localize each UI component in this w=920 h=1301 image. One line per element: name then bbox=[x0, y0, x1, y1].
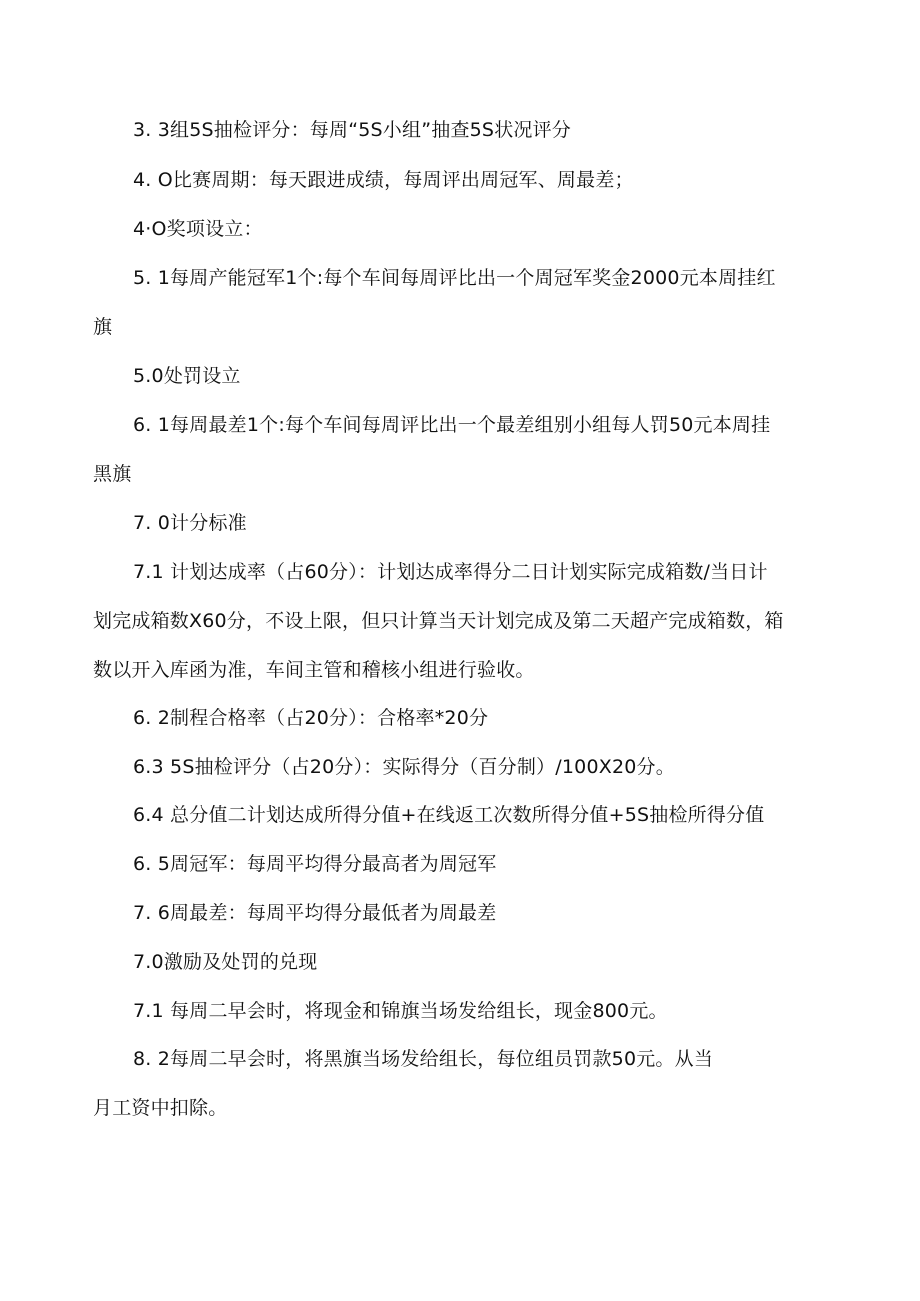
text-line: 4·O奖项设立： bbox=[133, 218, 263, 240]
text-line: 划完成箱数X60分，不设上限，但只计算当天计划完成及第二天超产完成箱数，箱 bbox=[93, 610, 784, 632]
text-line: 8. 2每周二早会时，将黑旗当场发给组长，每位组员罚款50元。从当 bbox=[133, 1048, 714, 1070]
section-heading: 7. 0计分标准 bbox=[133, 512, 247, 534]
text-line: 7. 6周最差：每周平均得分最低者为周最差 bbox=[133, 902, 497, 924]
text-line: 黑旗 bbox=[93, 463, 132, 485]
text-line: 6. 1每周最差1个:每个车间每周评比出一个最差组别小组每人罚50元本周挂 bbox=[133, 414, 771, 436]
text-line: 5. 1每周产能冠军1个:每个车间每周评比出一个周冠军奖金2000元本周挂红 bbox=[133, 267, 776, 289]
text-line: 4. O比赛周期：每天跟进成绩，每周评出周冠军、周最差； bbox=[133, 169, 634, 191]
text-line: 6. 2制程合格率（占20分）：合格率*20分 bbox=[133, 707, 489, 729]
section-heading: 5.0处罚设立 bbox=[133, 365, 241, 387]
text-line: 6.4 总分值二计划达成所得分值+在线返工次数所得分值+5S抽检所得分值 bbox=[133, 804, 765, 826]
section-heading: 7.0激励及处罚的兑现 bbox=[133, 951, 318, 973]
text-line: 3. 3组5S抽检评分：每周“5S小组”抽查5S状况评分 bbox=[133, 119, 571, 141]
text-line: 数以开入库函为准，车间主管和稽核小组进行验收。 bbox=[93, 659, 535, 681]
text-line: 7.1 每周二早会时，将现金和锦旗当场发给组长，现金800元。 bbox=[133, 1000, 668, 1022]
text-line: 旗 bbox=[93, 316, 113, 338]
text-line: 6. 5周冠军：每周平均得分最高者为周冠军 bbox=[133, 853, 497, 875]
text-line: 6.3 5S抽检评分（占20分）：实际得分（百分制）/100X20分。 bbox=[133, 756, 675, 778]
text-line: 月工资中扣除。 bbox=[93, 1097, 228, 1119]
text-line: 7.1 计划达成率（占60分）：计划达成率得分二日计划实际完成箱数/当日计 bbox=[133, 561, 768, 583]
